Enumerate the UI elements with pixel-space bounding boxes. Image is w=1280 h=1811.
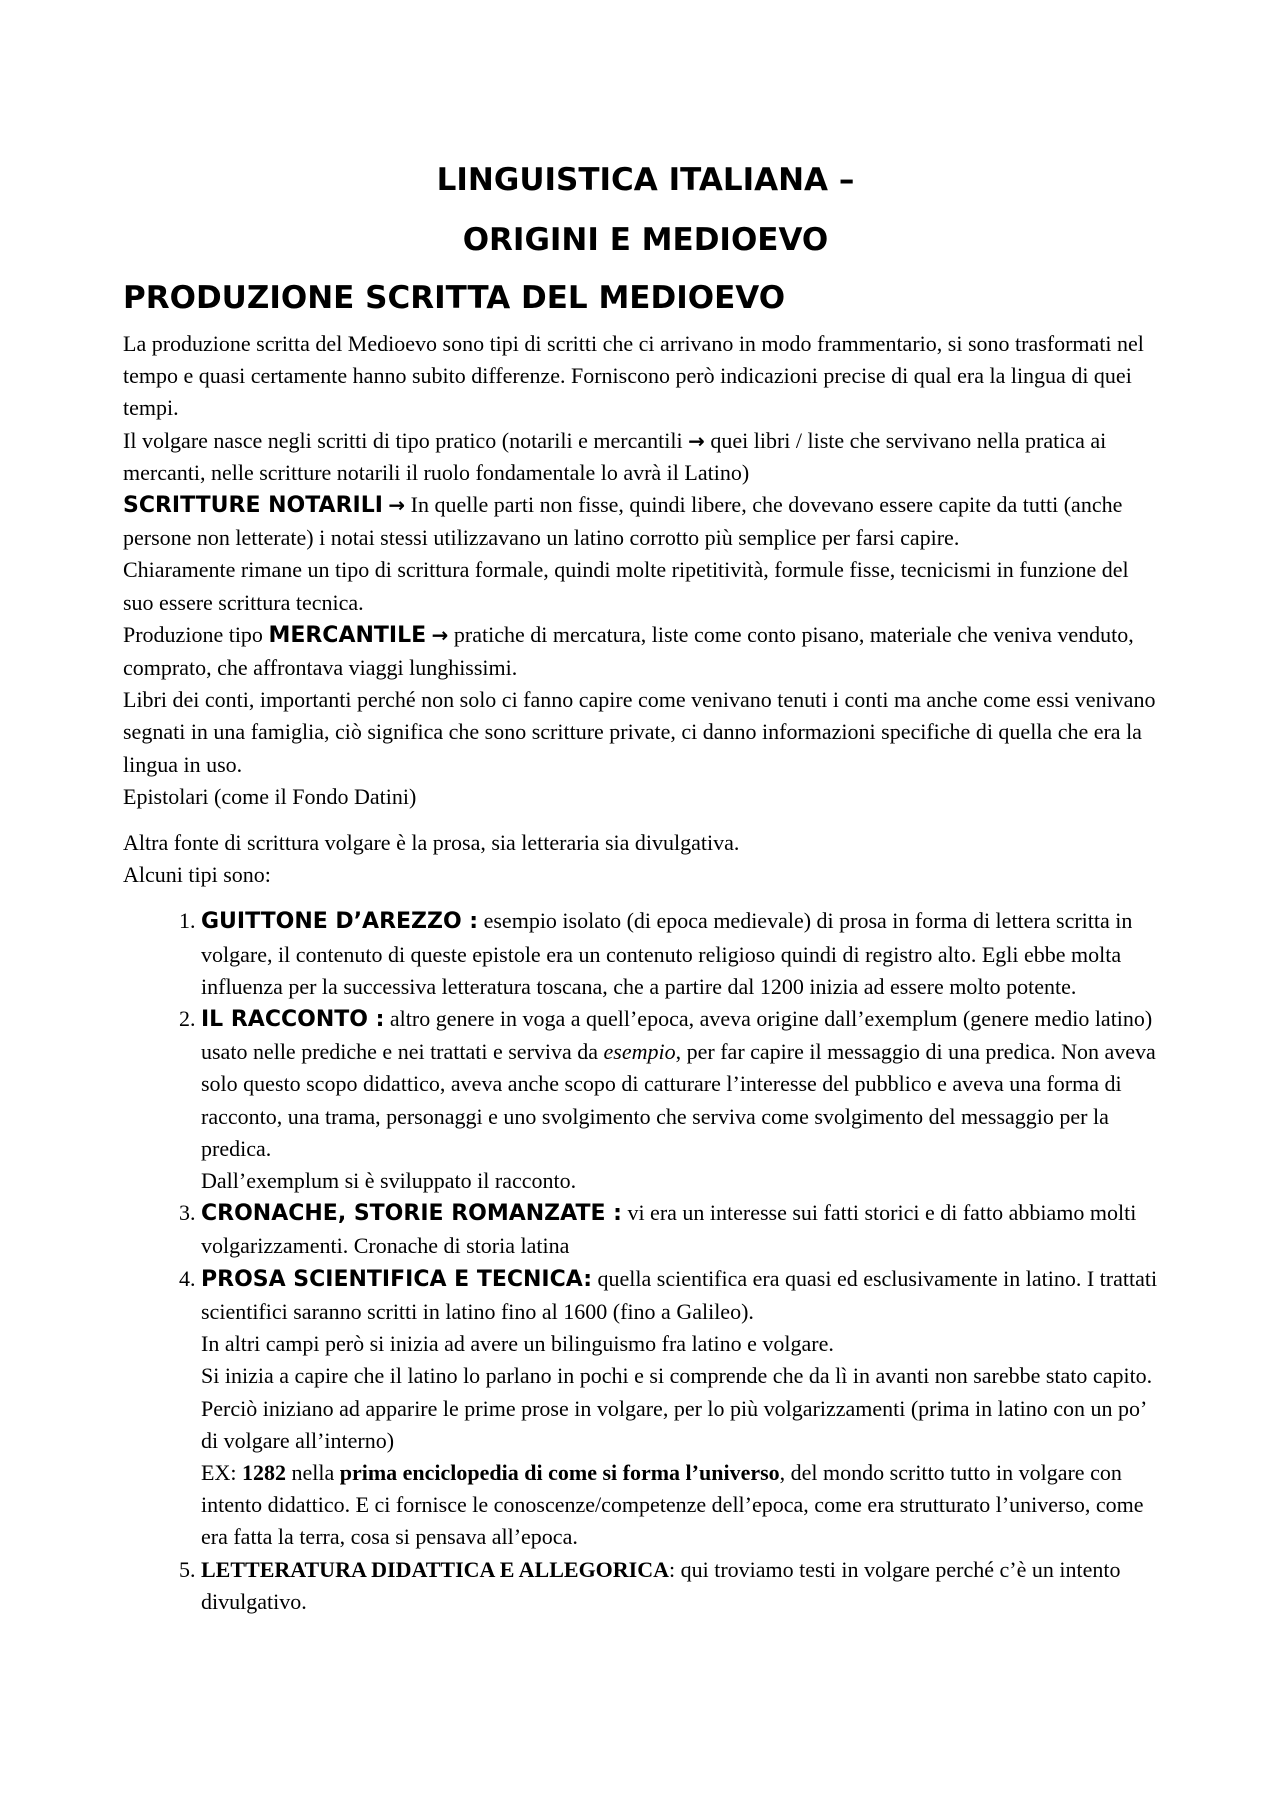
list-item bbox=[201, 1554, 1160, 1618]
paragraph: Libri dei conti, importanti perché non solo ci fanno capire come venivano tenuti i conti ma anche come essi venivano segnati in una famiglia, ciò significa che sono scritture private, ci danno informazioni specifiche di quella che era la lingua in uso. bbox=[123, 687, 1156, 777]
paragraph: Altra fonte di scrittura volgare è la prosa, sia letteraria sia divulgativa. bbox=[123, 830, 740, 856]
paragraph-text: quei libri / liste che servivano nella pratica ai mercanti, nelle scritture notarili il ruolo fondamentale lo avrà il Latino) bbox=[123, 427, 1107, 485]
paragraph bbox=[123, 619, 1160, 684]
paragraph-text: Il volgare nasce negli scritti di tipo pratico (notarili e mercantili bbox=[123, 427, 683, 453]
list-item-label: CRONACHE, STORIE ROMANZATE : bbox=[201, 1201, 622, 1227]
list-item-text: nella bbox=[285, 1459, 340, 1485]
list-item bbox=[201, 1197, 1160, 1262]
list-item-text: vi era un interesse sui fatti storici e di fatto abbiamo molti volgarizzamenti. Cronache di storia latina bbox=[201, 1200, 1137, 1259]
list-item-label: LETTERATURA DIDATTICA E ALLEGORICA bbox=[201, 1556, 670, 1582]
list-item-text: Dall’exemplum si è sviluppato il racconto. bbox=[201, 1168, 577, 1194]
paragraph-text: Produzione tipo bbox=[123, 621, 263, 647]
paragraph: Epistolari (come il Fondo Datini) bbox=[123, 783, 417, 809]
list-item-bold: 1282 bbox=[241, 1459, 286, 1485]
paragraph bbox=[123, 425, 1160, 489]
title-line-1: LINGUISTICA ITALIANA – bbox=[436, 162, 855, 198]
list-item bbox=[201, 1263, 1160, 1554]
list-item-text: In altri campi però si inizia ad avere un bilinguismo fra latino e volgare. bbox=[201, 1331, 834, 1357]
paragraph bbox=[123, 489, 1160, 554]
arrow-right-icon: → bbox=[388, 493, 406, 518]
spacer bbox=[123, 813, 1160, 827]
arrow-right-icon: → bbox=[688, 428, 705, 453]
list-item-text: : qui troviamo testi in volgare perché c’è un intento divulgativo. bbox=[201, 1556, 1121, 1614]
paragraph: Alcuni tipi sono: bbox=[123, 862, 271, 888]
list-item-text: Si inizia a capire che il latino lo parlano in pochi e si comprende che da lì in avanti non sarebbe stato capito. Perciò iniziano ad apparire le prime prose in volgare, per lo più volgarizzamenti (prima in latino con un po’ di volgare all’interno) bbox=[201, 1363, 1153, 1453]
prose-types-list bbox=[123, 905, 1160, 1617]
list-item-text: quella scientifica era quasi ed esclusivamente in latino. I trattati scientifici saranno scritti in latino fino al 1600 (fino a Galileo). bbox=[201, 1265, 1158, 1324]
document-body bbox=[123, 328, 1160, 1618]
list-item-text: esempio isolato (di epoca medievale) di prosa in forma di lettera scritta in volgare, il contenuto di queste epistole era un contenuto religioso quindi di registro alto. Egli ebbe molta influenza per la successiva letteratura toscana, che a partire dal 1200 inizia ad essere molto potente. bbox=[201, 908, 1133, 999]
section-heading: PRODUZIONE SCRITTA DEL MEDIOEVO bbox=[123, 280, 786, 316]
list-item bbox=[201, 905, 1160, 1003]
paragraph-text: In quelle parti non fisse, quindi libere, che dovevano essere capite da tutti (anche persone non letterate) i notai stessi utilizzavano un latino corrotto più semplice per farsi capire. bbox=[123, 492, 1123, 551]
list-item-italic: esempio bbox=[603, 1039, 676, 1065]
list-item-label: GUITTONE D’AREZZO : bbox=[201, 909, 479, 935]
list-item bbox=[201, 1003, 1160, 1197]
list-item-label: IL RACCONTO : bbox=[201, 1007, 385, 1033]
paragraph-text: pratiche di mercatura, liste come conto pisano, materiale che veniva venduto, comprato, che affrontava viaggi lunghissimi. bbox=[123, 621, 1134, 681]
list-item-bold: prima enciclopedia di come si forma l’universo bbox=[339, 1459, 780, 1485]
paragraph: Chiaramente rimane un tipo di scrittura formale, quindi molte ripetitività, formule fisse, tecnicismi in funzione del suo essere scrittura tecnica. bbox=[123, 557, 1129, 615]
list-item-text: EX: bbox=[201, 1459, 242, 1485]
list-item-text: , del mondo scritto tutto in volgare con intento didattico. E ci fornisce le conoscenze/competenze dell’epoca, come era strutturato l’universo, come era fatta la terra, cosa si pensava all’epoca. bbox=[201, 1459, 1144, 1550]
arrow-right-icon: → bbox=[431, 622, 449, 647]
label-scritture-notarili: SCRITTURE NOTARILI bbox=[123, 493, 383, 519]
paragraph: La produzione scritta del Medioevo sono tipi di scritti che ci arrivano in modo frammentario, si sono trasformati nel tempo e quasi certamente hanno subito differenze. Forniscono però indicazioni precise di qual era la lingua di quei tempi. bbox=[123, 331, 1144, 421]
list-item-label: PROSA SCIENTIFICA E TECNICA: bbox=[201, 1266, 592, 1292]
list-item-text: , per far capire il messaggio di una predica. Non aveva solo questo scopo didattico, aveva anche scopo di catturare l’interesse del pubblico e aveva una forma di racconto, una trama, personaggi e uno svolgimento che serviva come svolgimento del messaggio per la predica. bbox=[201, 1039, 1156, 1161]
list-item-text: altro genere in voga a quell’epoca, aveva origine dall’exemplum (genere medio latino) usato nelle prediche e nei trattati e serviva da bbox=[201, 1006, 1153, 1065]
label-mercantile: MERCANTILE bbox=[268, 622, 427, 648]
title-line-2: ORIGINI E MEDIOEVO bbox=[462, 222, 829, 258]
